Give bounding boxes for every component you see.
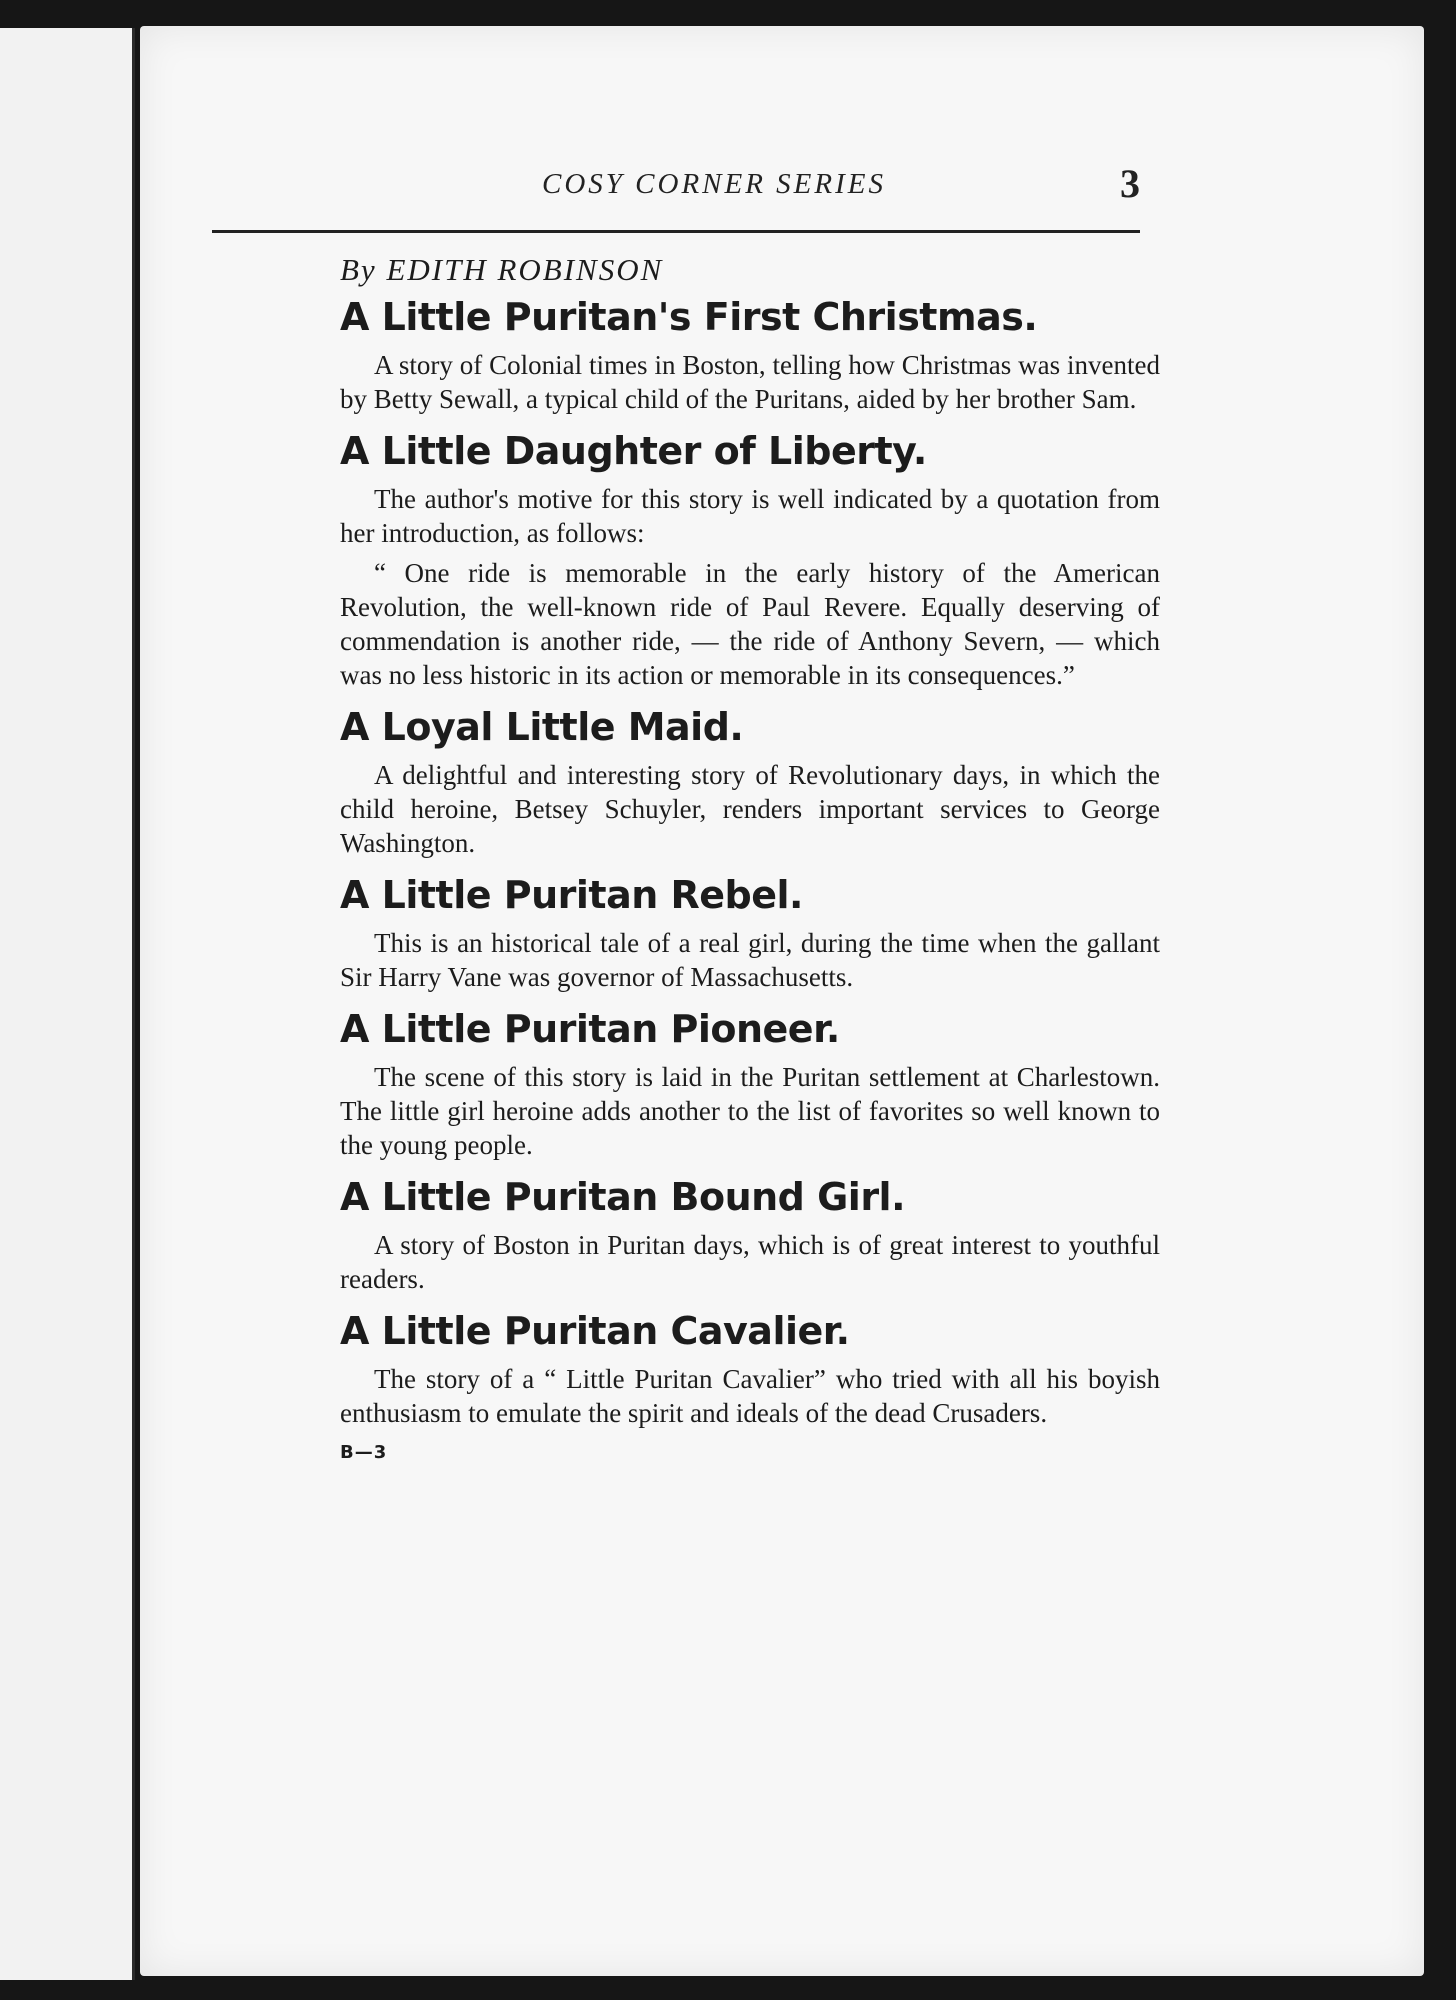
book-description: The author's motive for this story is well indicated by a quotation from her introduction, as follows: [340, 484, 1160, 548]
book-entry [340, 294, 1160, 416]
book-description: A story of Boston in Puritan days, which is of great interest to youthful readers. [340, 1230, 1160, 1294]
printer-signature: B—3 [340, 1442, 388, 1463]
book-entry [340, 1308, 1160, 1430]
book-description: A delightful and interesting story of Revolutionary days, in which the child heroine, Betsey Schuyler, renders important services to George Washington. [340, 760, 1160, 858]
page-number: 3 [1120, 161, 1140, 206]
book-description: The story of a “ Little Puritan Cavalier” who tried with all his boyish enthusiasm to emulate the spirit and ideals of the dead Crusaders. [340, 1364, 1160, 1428]
running-header [212, 150, 1140, 233]
book-description: This is an historical tale of a real girl, during the time when the gallant Sir Harry Vane was governor of Massachusetts. [340, 928, 1160, 992]
book-entry [340, 704, 1160, 860]
book-entry [340, 1174, 1160, 1296]
book-entry [340, 428, 1160, 692]
book-title: A Little Puritan Rebel. [340, 873, 803, 917]
series-title: COSY CORNER SERIES [542, 168, 886, 200]
facing-page-edge [0, 28, 135, 1980]
page-content [340, 252, 1160, 1463]
book-entry [340, 1006, 1160, 1162]
book-title: A Little Puritan Pioneer. [340, 1007, 840, 1051]
author-line: By EDITH ROBINSON [340, 252, 664, 287]
book-title: A Little Puritan Bound Girl. [340, 1175, 906, 1219]
book-quotation: “ One ride is memorable in the early history of the American Revolution, the well-known ride of Paul Revere. Equally deserving of commendation is another ride, — the ride of Anthony Severn, — which was no less historic in its action or memorable in its consequences.” [340, 558, 1160, 690]
book-description: The scene of this story is laid in the Puritan settlement at Charlestown. The little girl heroine adds another to the list of favorites so well known to the young people. [340, 1062, 1160, 1160]
book-title: A Loyal Little Maid. [340, 705, 744, 749]
book-title: A Little Daughter of Liberty. [340, 429, 927, 473]
book-entry [340, 872, 1160, 994]
book-title: A Little Puritan Cavalier. [340, 1309, 850, 1353]
book-title: A Little Puritan's First Christmas. [340, 295, 1038, 339]
book-description: A story of Colonial times in Boston, telling how Christmas was invented by Betty Sewall, a typical child of the Puritans, aided by her brother Sam. [340, 350, 1160, 414]
